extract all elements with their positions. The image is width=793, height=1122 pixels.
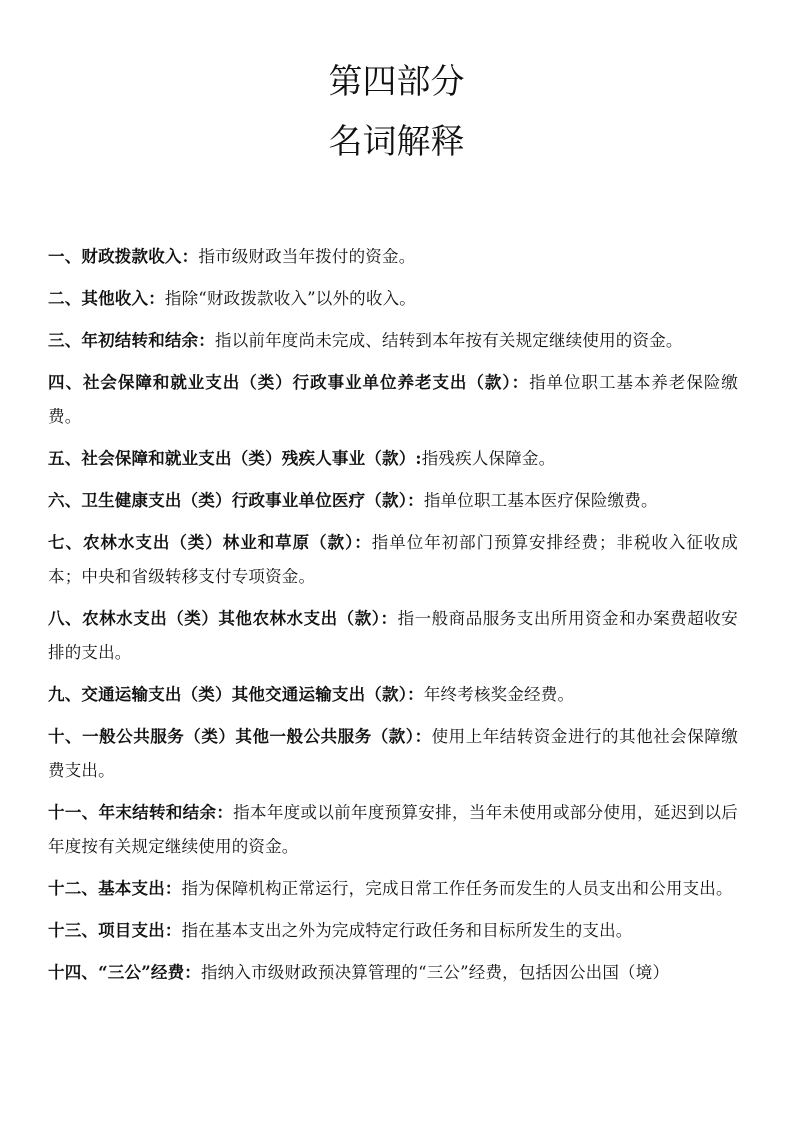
entry-definition: 指本年度或以前年度预算安排，当年未使用或部分使用，延迟到以后年度按有关规定继续使用的资金。: [48, 803, 739, 856]
glossary-entry: [48, 796, 738, 864]
entry-definition: 指单位年初部门预算安排经费；非税收入征收成本；中央和省级转移支付专项资金。: [48, 533, 738, 586]
entry-term: 二、其他收入：: [48, 289, 165, 308]
glossary-list: [48, 240, 738, 998]
entry-definition: 指市级财政当年拨付的资金。: [198, 247, 416, 266]
title-block: [0, 52, 793, 172]
entry-term: 十四、“三公”经费：: [48, 963, 201, 982]
glossary-entry: [48, 678, 738, 712]
entry-term: 一、财政拨款收入：: [48, 247, 199, 266]
glossary-entry: [48, 240, 738, 274]
entry-term: 十三、项目支出：: [48, 921, 182, 940]
entry-definition: 指单位职工基本医疗保险缴费。: [423, 491, 658, 510]
entry-definition: 指一般商品服务支出所用资金和办案费超收安排的支出。: [48, 609, 738, 662]
glossary-entry: [48, 602, 738, 670]
glossary-entry: [48, 484, 738, 518]
entry-term: 六、卫生健康支出（类）行政事业单位医疗（款）：: [48, 491, 424, 510]
glossary-entry: [48, 526, 738, 594]
entry-definition: 指残疾人保障金。: [421, 449, 556, 468]
glossary-entry: [48, 872, 738, 906]
entry-term: 八、农林水支出（类）其他农林水支出（款）：: [48, 609, 398, 628]
entry-definition: 年终考核奖金经费。: [423, 685, 575, 704]
entry-definition: 指为保障机构正常运行，完成日常工作任务而发生的人员支出和公用支出。: [181, 879, 733, 898]
entry-term: 七、农林水支出（类）林业和草原（款）：: [48, 533, 372, 552]
entry-term: 五、社会保障和就业支出（类）残疾人事业（款）:: [48, 449, 422, 468]
section-subtitle: 名词解释: [328, 122, 465, 162]
section-title: 第四部分: [328, 62, 465, 102]
glossary-entry: [48, 442, 738, 476]
glossary-entry: [48, 324, 738, 358]
glossary-entry: [48, 282, 738, 316]
entry-term: 三、年初结转和结余：: [48, 331, 215, 350]
glossary-entry: [48, 720, 738, 788]
entry-term: 十一、年末结转和结余：: [48, 803, 234, 822]
entry-definition: 指在基本支出之外为完成特定行政任务和目标所发生的支出。: [181, 921, 633, 940]
entry-definition: 指以前年度尚未完成、结转到本年按有关规定继续使用的资金。: [215, 331, 683, 350]
glossary-entry: [48, 956, 738, 990]
entry-definition: 指单位职工基本养老保险缴费。: [48, 373, 738, 426]
entry-definition: 指纳入市级财政预决算管理的“三公”经费，包括因公出国（境）: [200, 963, 670, 982]
entry-term: 九、交通运输支出（类）其他交通运输支出（款）：: [48, 685, 424, 704]
entry-definition: 使用上年结转资金进行的其他社会保障缴费支出。: [48, 727, 738, 780]
entry-definition: 指除“财政拨款收入”以外的收入。: [164, 289, 416, 308]
glossary-entry: [48, 914, 738, 948]
entry-term: 十二、基本支出：: [48, 879, 182, 898]
entry-term: 十、一般公共服务（类）其他一般公共服务（款）：: [48, 727, 432, 746]
entry-term: 四、社会保障和就业支出（类）行政事业单位养老支出（款）：: [48, 373, 530, 392]
glossary-entry: [48, 366, 738, 434]
